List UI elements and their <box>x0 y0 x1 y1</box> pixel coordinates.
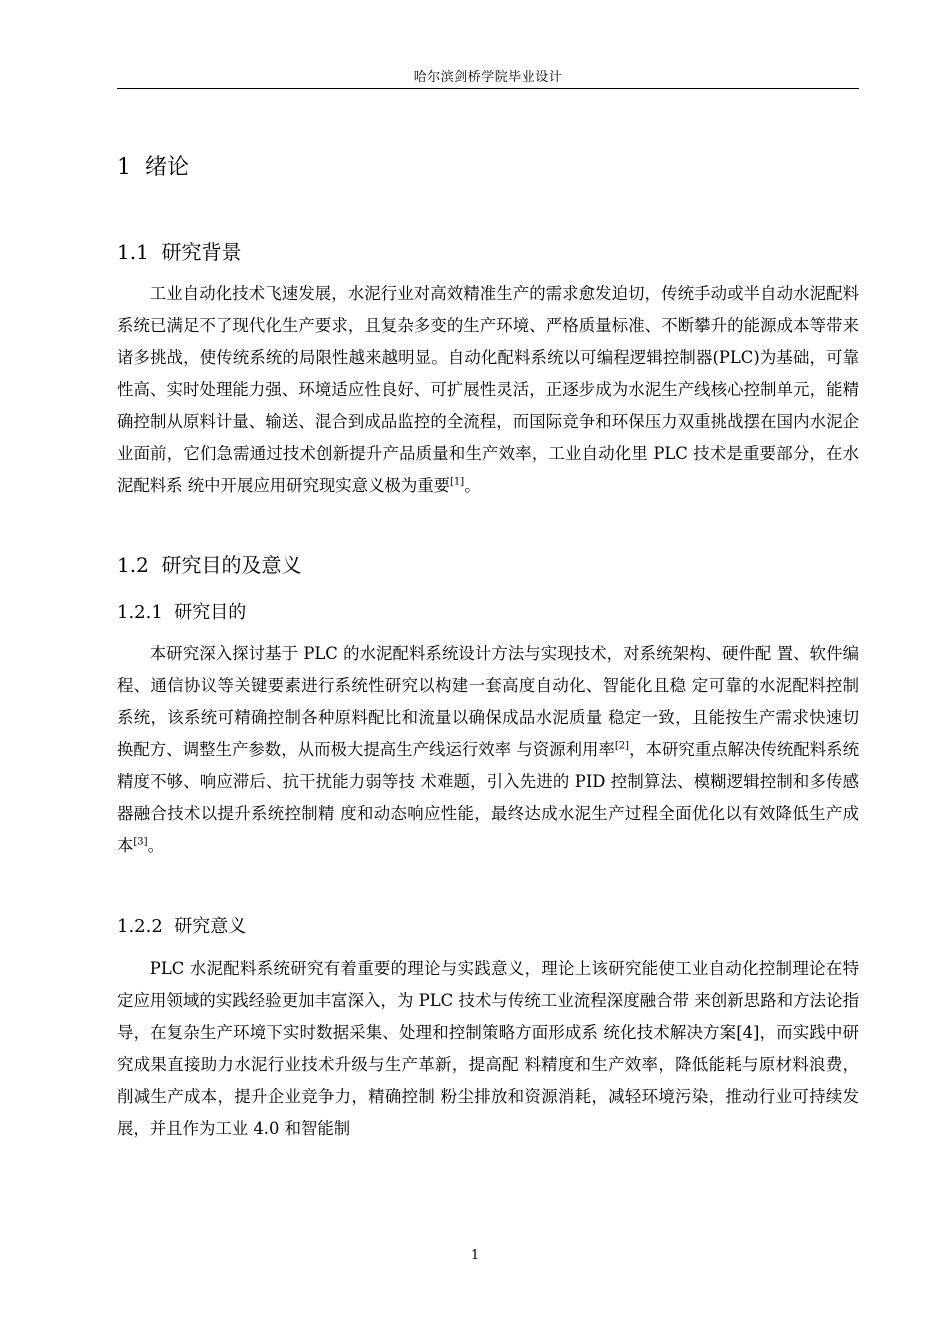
section-title: 研究背景 <box>161 240 242 264</box>
subsection-title: 研究目的 <box>174 602 247 623</box>
paragraph-end: 。 <box>147 836 164 855</box>
paragraph-text: PLC 水泥配料系统研究有着重要的理论与实践意义，理论上该研究能使工业自动化控制理论在特定应用领域的实践经验更加丰富深入，为 PLC 技术与传统工业流程深度融合带 来创新思路和方法论指导，在复杂生产环境下实时数据采集、处理和控制策略方面形成系 统化技术解决方案[4]，而实践中研究成果直接助力水泥行业技术升级与生产革新，提高配 料精度和生产效率，降低能耗与原材料浪费，削减生产成本，提升企业竞争力，精确控制 粉尘排放和资源消耗，减轻环境污染，推动行业可持续发展，并且作为工业 4.0 和智能制 <box>117 959 859 1138</box>
paragraph-text-a: 本研究深入探讨基于 PLC 的水泥配料系统设计方法与实现技术，对系统架构、硬件配 置、软件编程、通信协议等关键要素进行系统性研究以构建一套高度自动化、智能化且稳 定可靠的水泥配料控制系统，该系统可精确控制各种原料配比和流量以确保成品水泥质量 稳定一致，且能按生产需求快速切换配方、调整生产参数，从而极大提高生产线运行效率 与资源利用率 <box>117 644 859 759</box>
subsection-title: 研究意义 <box>174 916 247 937</box>
paragraph-significance <box>117 953 859 1145</box>
paragraph-text-b: ，本研究重点解决传统配料系统精度不够、响应滞后、抗干扰能力弱等技 术难题，引入先进的 PID 控制算法、模糊逻辑控制和多传感器融合技术以提升系统控制精 度和动态响应性能，最终达成水泥生产过程全面优化以有效降低生产成本 <box>117 740 859 855</box>
section-number: 1.2 <box>117 553 149 577</box>
subsection-heading-1-2-2 <box>117 912 246 938</box>
subsection-heading-1-2-1 <box>117 598 246 624</box>
paragraph-background <box>117 278 859 502</box>
page-number: 1 <box>470 1248 480 1263</box>
section-heading-1-2 <box>117 549 302 578</box>
subsection-number: 1.2.1 <box>117 602 163 623</box>
section-title: 研究目的及意义 <box>161 553 302 577</box>
citation-ref: [3] <box>133 836 148 848</box>
citation-ref: [2] <box>614 740 630 752</box>
section-heading-1-1 <box>117 236 242 265</box>
paragraph-purpose <box>117 638 859 862</box>
subsection-number: 1.2.2 <box>117 916 163 937</box>
citation-ref: [1] <box>450 476 465 488</box>
section-number: 1.1 <box>117 240 149 264</box>
paragraph-end: 。 <box>464 476 481 495</box>
chapter-heading <box>117 150 189 181</box>
chapter-number: 1 <box>117 155 131 180</box>
chapter-title: 绪论 <box>145 155 190 180</box>
header-rule <box>117 88 859 89</box>
page-header: 哈尔滨剑桥学院毕业设计 <box>413 70 563 85</box>
paragraph-text: 工业自动化技术飞速发展，水泥行业对高效精准生产的需求愈发迫切，传统手动或半自动水泥配料系统已满足不了现代化生产要求，且复杂多变的生产环境、严格质量标准、不断攀升的能源成本等带来诸多挑战，使传统系统的局限性越来越明显。自动化配料系统以可编程逻辑控制器(PLC)为基础，可靠性高、实时处理能力强、环境适应性良好、可扩展性灵活，正逐步成为水泥生产线核心控制单元，能精确控制从原料计量、输送、混合到成品监控的全流程，而国际竞争和环保压力双重挑战摆在国内水泥企业面前，它们急需通过技术创新提升产品质量和生产效率，工业自动化里 PLC 技术是重要部分，在水泥配料系 统中开展应用研究现实意义极为重要 <box>117 284 859 495</box>
